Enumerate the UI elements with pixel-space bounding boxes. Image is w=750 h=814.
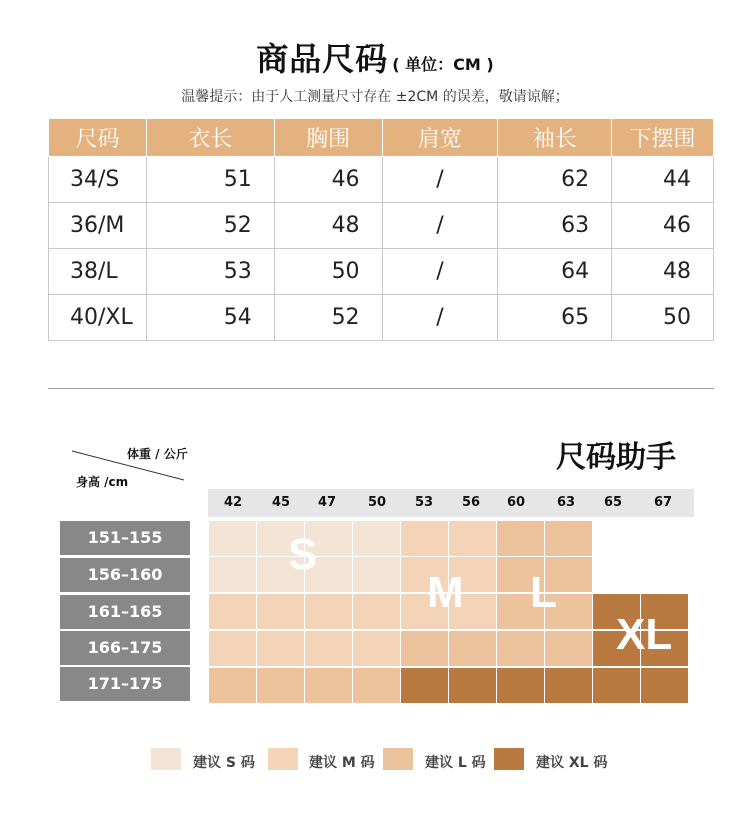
weight-tick: 42 [223, 495, 243, 510]
grid-cell-xl [593, 668, 640, 703]
grid-cell-m [353, 631, 400, 666]
grid-cell-s [209, 557, 256, 592]
section-divider [48, 388, 714, 389]
weight-tick: 60 [506, 495, 526, 510]
table-cell: 46 [612, 203, 714, 249]
zone-label-m: M [427, 568, 464, 617]
header-cell: 尺码 [49, 119, 147, 157]
legend-label-xl: 建议 XL 码 [536, 755, 608, 771]
weight-tick: 56 [461, 495, 481, 510]
grid-cell-l [497, 631, 544, 666]
size-cell: 34/S [49, 157, 147, 203]
grid-cell-l [305, 668, 352, 703]
height-range-label: 156–160 [60, 558, 190, 592]
page-title-block [0, 34, 750, 80]
grid-cell-l [353, 668, 400, 703]
height-range-label: 161–165 [60, 595, 190, 629]
weight-tick: 63 [556, 495, 576, 510]
header-cell: 肩宽 [382, 119, 498, 157]
grid-cell-xl [449, 668, 496, 703]
height-axis-label: 身高 /cm [76, 475, 129, 489]
grid-cell-xl [497, 668, 544, 703]
grid-cell-l [257, 668, 304, 703]
table-row [49, 157, 714, 203]
weight-tick: 47 [317, 495, 337, 510]
grid-cell-xl [641, 668, 688, 703]
zone-label-s: S [288, 530, 318, 579]
table-cell: 65 [498, 295, 612, 341]
table-cell: 62 [498, 157, 612, 203]
table-row [49, 249, 714, 295]
size-cell: 36/M [49, 203, 147, 249]
grid-cell-xl [545, 668, 592, 703]
grid-cell-s [353, 521, 400, 556]
grid-cell-m [305, 631, 352, 666]
weight-axis-label: 体重 / 公斤 [127, 447, 188, 461]
header-cell: 胸围 [274, 119, 382, 157]
grid-cell-l [545, 521, 592, 556]
table-cell: 48 [274, 203, 382, 249]
height-range-label: 151–155 [60, 521, 190, 555]
size-cell: 38/L [49, 249, 147, 295]
measurement-tip: 温馨提示：由于人工测量尺寸存在 ±2CM 的误差，敬请谅解； [181, 89, 569, 105]
table-cell: 46 [274, 157, 382, 203]
height-range-label: 171–175 [60, 667, 190, 701]
table-cell: 53 [146, 249, 274, 295]
grid-cell-s [353, 557, 400, 592]
table-cell: 50 [274, 249, 382, 295]
table-cell: 44 [612, 157, 714, 203]
grid-cell-m [401, 521, 448, 556]
grid-cell-l [209, 668, 256, 703]
grid-cell-l [497, 521, 544, 556]
legend-label-l: 建议 L 码 [425, 755, 486, 771]
size-table [48, 118, 714, 341]
table-cell: 51 [146, 157, 274, 203]
table-cell: / [382, 295, 498, 341]
size-cell: 40/XL [49, 295, 147, 341]
legend-swatch-m [268, 748, 298, 770]
legend-swatch-xl [494, 748, 524, 770]
table-cell: / [382, 249, 498, 295]
grid-cell-m [257, 631, 304, 666]
grid-cell-m [449, 521, 496, 556]
grid-cell-m [305, 594, 352, 629]
table-row [49, 295, 714, 341]
header-cell: 下摆围 [612, 119, 714, 157]
grid-cell-l [449, 631, 496, 666]
grid-cell-xl [401, 668, 448, 703]
legend-swatch-l [383, 748, 413, 770]
table-cell: 63 [498, 203, 612, 249]
grid-cell-m [353, 594, 400, 629]
unit-note: ( 单位：CM ) [392, 55, 494, 74]
table-row [49, 203, 714, 249]
grid-cell-l [545, 631, 592, 666]
table-cell: 52 [146, 203, 274, 249]
weight-header-bar [208, 489, 694, 517]
grid-cell-m [209, 594, 256, 629]
weight-tick: 67 [653, 495, 673, 510]
size-helper-title: 尺码助手 [556, 440, 676, 475]
zone-label-l: L [530, 568, 557, 617]
page-title: 商品尺码 [256, 40, 389, 78]
zone-label-xl: XL [616, 610, 673, 659]
header-cell: 衣长 [146, 119, 274, 157]
grid-cell-m [257, 594, 304, 629]
table-cell: 52 [274, 295, 382, 341]
legend-label-m: 建议 M 码 [309, 755, 375, 771]
grid-cell-m [209, 631, 256, 666]
legend-label-s: 建议 S 码 [193, 755, 255, 771]
size-table-header [49, 119, 714, 157]
table-cell: 48 [612, 249, 714, 295]
header-cell: 袖长 [498, 119, 612, 157]
weight-tick: 65 [603, 495, 623, 510]
table-cell: 64 [498, 249, 612, 295]
table-cell: 50 [612, 295, 714, 341]
grid-cell-l [401, 631, 448, 666]
weight-tick: 53 [414, 495, 434, 510]
weight-tick: 45 [271, 495, 291, 510]
legend-swatch-s [151, 748, 181, 770]
height-range-label: 166–175 [60, 631, 190, 665]
grid-cell-s [209, 521, 256, 556]
table-cell: 54 [146, 295, 274, 341]
weight-tick: 50 [367, 495, 387, 510]
table-cell: / [382, 157, 498, 203]
table-cell: / [382, 203, 498, 249]
